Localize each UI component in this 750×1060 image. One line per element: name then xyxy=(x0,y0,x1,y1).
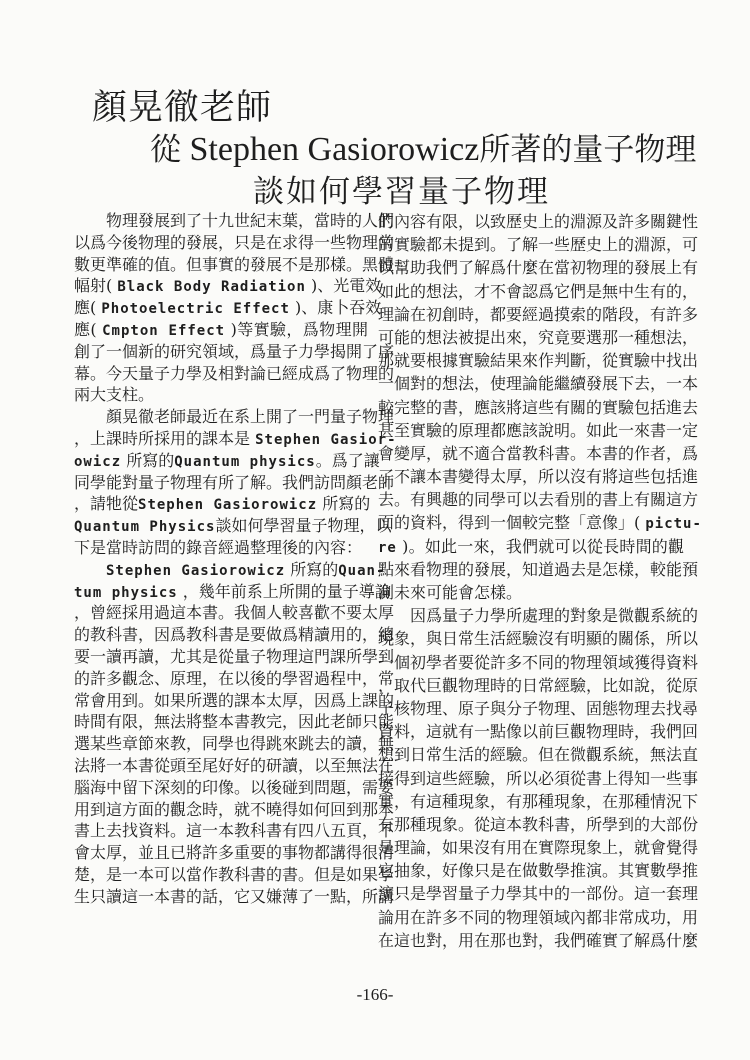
text-line: 因爲量子力學所處理的對象是微觀系統的 xyxy=(410,606,699,626)
text-line: 下是當時訪問的錄音經過整理後的內容： xyxy=(74,537,363,557)
latin-term: pictu- xyxy=(645,516,702,533)
text-line: 甚至實驗的原理都應該說明。如此一來書一定 xyxy=(378,420,699,440)
text-line: 一個對的想法，使理論能繼續發展下去，一本 xyxy=(378,374,699,394)
text-line: 面的資料，得到一個較完整「意像」( pictu- xyxy=(378,513,702,533)
right-column xyxy=(378,210,702,952)
text-line: 實，有這種現象，有那種現象，在那種情況下 xyxy=(378,791,699,811)
latin-term: tum physics xyxy=(74,584,178,601)
text-line: 物理發展到了十九世紀末葉，當時的人們 xyxy=(106,211,395,230)
text-line: 一個初學者要從許多不同的物理領域獲得資料 xyxy=(378,652,699,672)
latin-term: Stephen Gasior- xyxy=(255,431,397,448)
text-line: 的教科書，因爲教科書是要做爲精讀用的，總 xyxy=(74,625,395,645)
text-line: 可能的想法被提出來，究竟要選那一種想法， xyxy=(378,327,699,347)
text-line: re )。如此一來，我們就可以從長時間的觀 xyxy=(378,536,684,556)
text-line: 論用在許多不同的物理領域內都非常成功，用 xyxy=(378,907,699,927)
text-line: 理論在初創時，都要經過摸索的階段，有許多 xyxy=(378,304,699,324)
text-line: ，曾經採用過這本書。我個人較喜歡不要太厚 xyxy=(74,603,395,623)
text-line: 點來看物理的發展，知道過去是怎樣，較能預 xyxy=(378,559,699,579)
latin-term: re xyxy=(378,539,397,556)
latin-term: Quan- xyxy=(338,562,386,579)
latin-term: Cmpton Effect xyxy=(102,322,226,339)
text-line: 同學能對量子物理有所了解。我們訪問顏老師 xyxy=(74,472,395,492)
latin-term: Stephen Gasiorowicz xyxy=(106,562,286,579)
latin-term: Quantum physics xyxy=(174,453,316,470)
text-line: 以爲今後物理的發展，只是在求得一些物理常 xyxy=(74,232,395,252)
text-line: 那就要根據實驗結果來作判斷，從實驗中找出 xyxy=(378,351,699,371)
text-line: 測未來可能會怎樣。 xyxy=(378,583,523,602)
title-line-3: 談如何學習量子物理 xyxy=(253,174,550,210)
text-line: 子核物理、原子與分子物理、固態物理去找尋 xyxy=(378,698,699,718)
text-line: 想到日常生活的經驗。但在微觀系統，無法直 xyxy=(378,745,699,765)
latin-term: Quantum Physics xyxy=(74,519,216,536)
text-line: 以幫助我們了解爲什麼在當初物理的發展上有 xyxy=(378,258,699,278)
text-line: 腦海中留下深刻的印像。以後碰到問題，需要 xyxy=(74,777,395,797)
text-line: 會變厚，就不適合當教科書。本書的作者，爲 xyxy=(378,443,699,463)
text-line: 生只讀這一本書的話，它又嫌薄了一點，所講 xyxy=(74,886,395,906)
text-line: 的許多觀念、原理，在以後的學習過程中，常 xyxy=(74,668,395,688)
text-line: 數更準確的值。但事實的發展不是那樣。黑體 xyxy=(74,254,395,274)
text-line: 幕。今天量子力學及相對論已經成爲了物理的 xyxy=(74,363,395,383)
latin-term: Black Body Radiation xyxy=(117,279,306,296)
text-line: ，取代巨觀物理時的日常經驗，比如說，從原 xyxy=(378,675,699,695)
text-line: 演只是學習量子力學其中的一部份。這一套理 xyxy=(378,884,699,904)
text-line: 現象，與日常生活經驗沒有明顯的關係，所以 xyxy=(378,629,699,649)
text-line: 選某些章節來教，同學也得跳來跳去的讀，無 xyxy=(74,734,395,754)
text-line: 楚，是一本可以當作教科書的書。但是如果學 xyxy=(74,864,395,884)
text-line: 去。有興趣的同學可以去看別的書上有關這方 xyxy=(378,490,699,510)
title-line-2-suffix: 所著的量子物理 xyxy=(479,132,697,168)
text-line: 在這也對，用在那也對，我們確實了解爲什麼 xyxy=(378,930,699,950)
text-line: 它抽象，好像只是在做數學推演。其實數學推 xyxy=(378,861,699,881)
text-line: 常會用到。如果所選的課本太厚，因爲上課的 xyxy=(74,690,395,710)
title-line-1: 顏晃徹老師 xyxy=(92,88,273,128)
text-line: 的內容有限，以致歷史上的淵源及許多關鍵性 xyxy=(378,212,699,231)
title-line-2-author: Stephen Gasiorowicz xyxy=(181,131,480,168)
text-line: 要一讀再讀，尤其是從量子物理這門課所學到 xyxy=(74,646,395,666)
text-line: 法將一本書從頭至尾好好的研讀，以至無法在 xyxy=(74,755,395,775)
page-number: -166- xyxy=(356,985,394,1004)
text-line: 有那種現象。從這本教科書，所學到的大部份 xyxy=(378,814,699,834)
text-line: ，請牠從Stephen Gasiorowicz 所寫的 xyxy=(74,494,371,514)
text-line: owicz 所寫的Quantum physics。爲了讓 xyxy=(74,450,380,470)
latin-term: Photoelectric Effect xyxy=(101,301,290,318)
text-line: 資料，這就有一點像以前巨觀物理時，我們回 xyxy=(378,722,699,742)
text-line: 是理論，如果沒有用在實際現象上，就會覺得 xyxy=(378,838,699,858)
text-line: 顏晃徹老師最近在系上開了一門量子物理 xyxy=(106,407,395,427)
text-line: tum physics ，幾年前系上所開的量子導論 xyxy=(74,581,391,601)
title-line-2 xyxy=(150,124,696,169)
text-line: 創了一個新的研究領域，爲量子力學揭開了序 xyxy=(74,341,395,361)
text-line: 書上去找資料。這一本教科書有四八五頁，不 xyxy=(74,821,395,841)
latin-term: owicz xyxy=(74,453,122,470)
title-line-2-prefix: 從 xyxy=(150,132,181,168)
text-line: 會太厚，並且已將許多重要的事物都講得很清 xyxy=(74,843,395,863)
text-line: 幅射( Black Body Radiation )、光電效 xyxy=(74,276,382,296)
text-line: ，上課時所採用的課本是 Stephen Gasior- xyxy=(74,428,397,448)
text-line: 應( Photoelectric Effect )、康卜吞效 xyxy=(74,298,382,318)
text-line: 的實驗都未提到。了解一些歷史上的淵源，可 xyxy=(378,235,699,255)
text-line: 兩大支柱。 xyxy=(74,385,155,405)
text-line: 應( Cmpton Effect )等實驗，爲物理開 xyxy=(74,319,368,339)
text-line: 較完整的書，應該將這些有關的實驗包括進去 xyxy=(378,397,699,417)
text-line: Quantum Physics談如何學習量子物理，以 xyxy=(74,516,392,536)
text-line: 接得到這些經驗，所以必須從書上得知一些事 xyxy=(378,768,699,788)
text-line: 了不讓本書變得太厚，所以沒有將這些包括進 xyxy=(378,467,699,487)
text-line: Stephen Gasiorowicz 所寫的Quan- xyxy=(106,559,386,579)
latin-term: Stephen Gasiorowicz xyxy=(138,497,318,514)
text-line: 如此的想法，才不會認爲它們是無中生有的， xyxy=(378,281,699,301)
text-line: 用到這方面的觀念時，就不曉得如何回到那本 xyxy=(74,799,395,819)
text-line: 時間有限，無法將整本書教完，因此老師只能 xyxy=(74,712,395,732)
